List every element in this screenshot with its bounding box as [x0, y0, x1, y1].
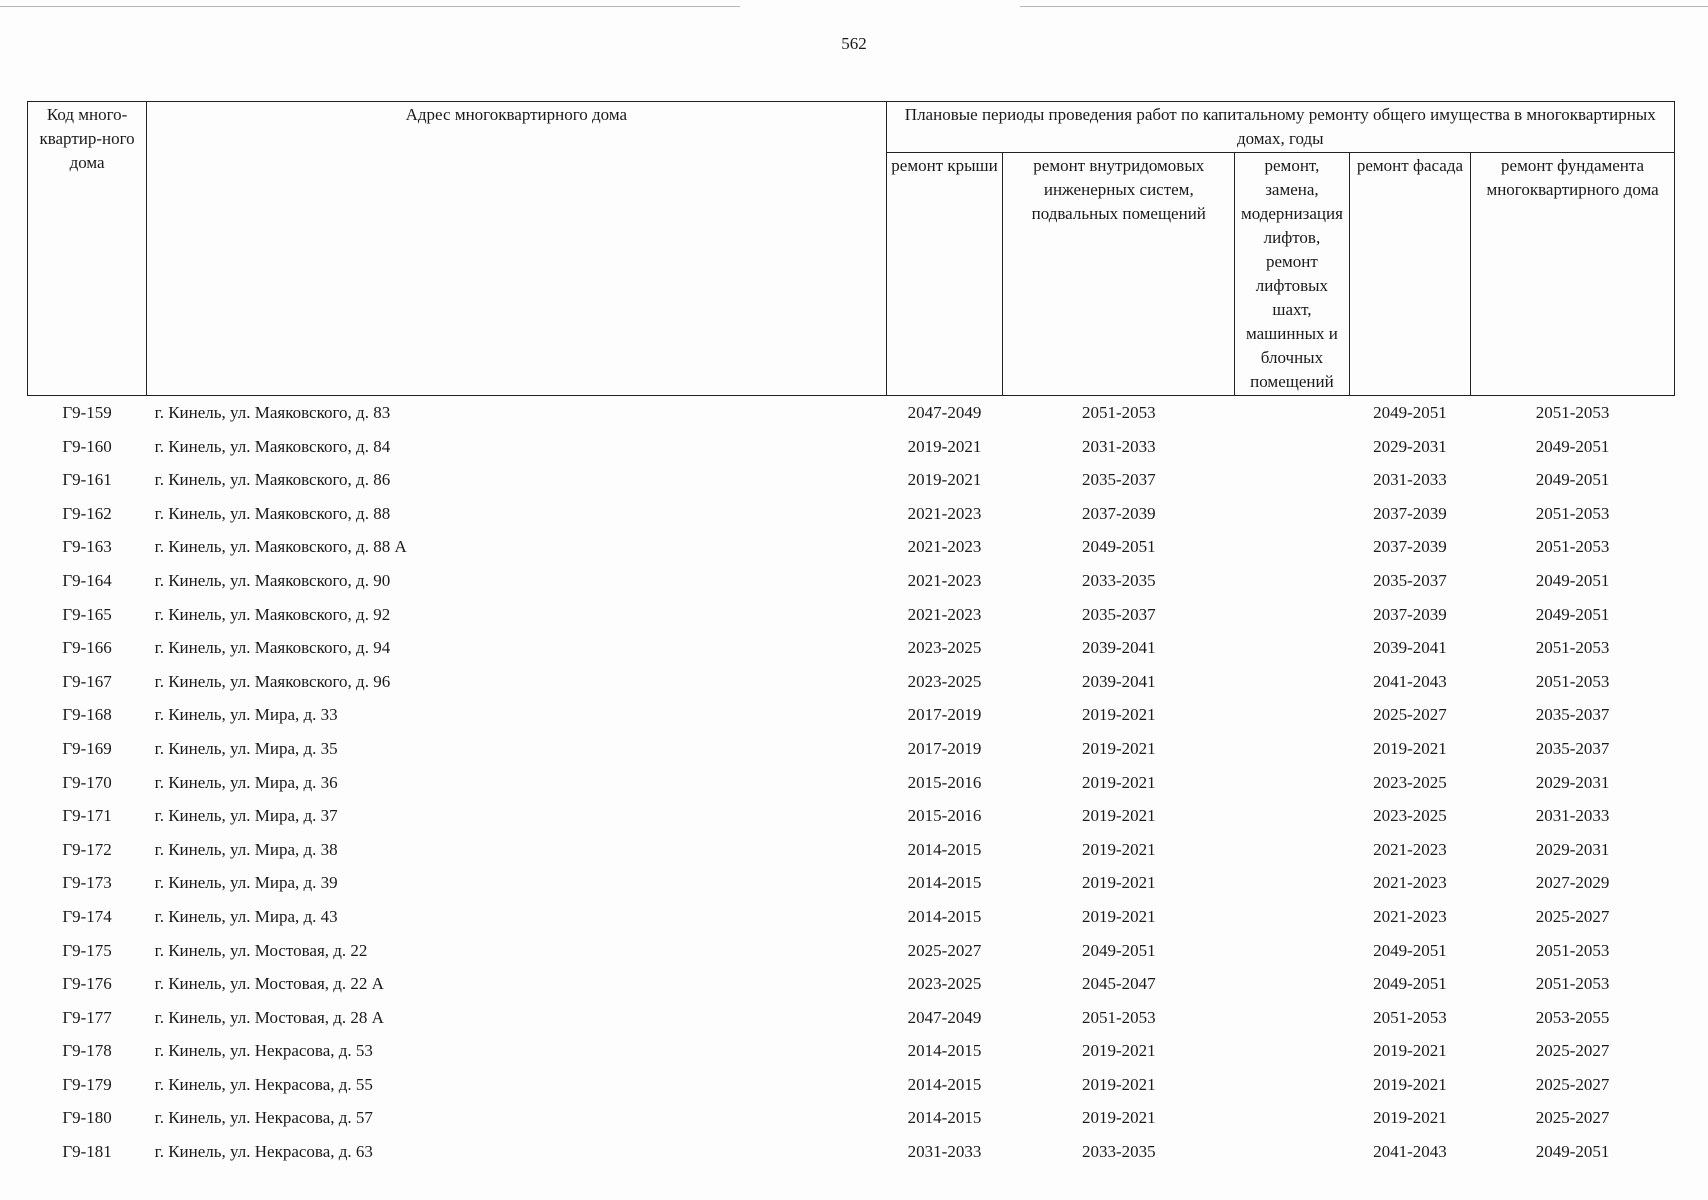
cell-blank	[548, 967, 712, 1001]
cell-code: Г9-171	[62, 806, 112, 826]
cell-address: г. Кинель, ул. Некрасова, д. 53	[154, 1041, 373, 1061]
cell-foundation: 2049-2051	[1535, 570, 1610, 590]
cell-engineering: 2019-2021	[1081, 1041, 1156, 1061]
cell-code: Г9-175	[62, 940, 112, 960]
cell-foundation: 2049-2051	[1535, 436, 1610, 456]
cell-address: г. Кинель, ул. Мира, д. 35	[154, 738, 338, 758]
cell-engineering: 2035-2037	[1081, 604, 1156, 624]
header-facade: ремонт фасада	[1349, 153, 1470, 396]
header-roof: ремонт крыши	[886, 153, 1003, 396]
cell-engineering: 2045-2047	[1081, 974, 1156, 994]
cell-roof: 2014-2015	[907, 839, 982, 859]
header-engineering: ремонт внутридомовых инженерных систем, подвальных помещений	[1003, 153, 1235, 396]
cell-facade: 2023-2025	[1373, 806, 1447, 826]
cell-foundation: 2027-2029	[1535, 873, 1610, 893]
cell-code: Г9-160	[62, 436, 112, 456]
cell-engineering: 2037-2039	[1081, 503, 1156, 523]
cell-facade: 2035-2037	[1373, 570, 1447, 590]
table-header	[28, 102, 1675, 396]
header-address: Адрес многоквартирного дома	[147, 102, 886, 396]
cell-facade: 2037-2039	[1373, 503, 1447, 523]
cell-address: г. Кинель, ул. Некрасова, д. 55	[154, 1074, 373, 1094]
cell-elevators	[1235, 463, 1350, 497]
cell-engineering: 2019-2021	[1081, 772, 1156, 792]
table-row	[28, 698, 1675, 732]
cell-facade: 2025-2027	[1373, 705, 1447, 725]
cell-code: Г9-162	[62, 503, 112, 523]
header-foundation: ремонт фундамента многоквартирного дома	[1471, 153, 1675, 396]
table-row	[28, 900, 1675, 934]
cell-blank	[711, 698, 886, 732]
cell-elevators	[1235, 530, 1350, 564]
cell-facade: 2049-2051	[1373, 403, 1447, 422]
page-number: 562	[841, 34, 867, 53]
cell-address: г. Кинель, ул. Некрасова, д. 57	[154, 1108, 373, 1128]
cell-foundation: 2035-2037	[1535, 738, 1610, 758]
cell-roof: 2019-2021	[907, 436, 982, 456]
cell-code: Г9-159	[62, 403, 112, 422]
table-row	[28, 934, 1675, 968]
cell-blank	[548, 1135, 712, 1169]
scan-artifact-line	[1020, 6, 1708, 7]
cell-foundation: 2025-2027	[1535, 906, 1610, 926]
table-row	[28, 1135, 1675, 1169]
cell-blank	[711, 934, 886, 968]
cell-address: г. Кинель, ул. Мостовая, д. 22 А	[154, 974, 384, 994]
cell-facade: 2019-2021	[1373, 1074, 1447, 1094]
cell-roof: 2014-2015	[907, 1108, 982, 1128]
cell-engineering: 2035-2037	[1081, 470, 1156, 490]
cell-elevators	[1235, 833, 1350, 867]
cell-blank	[548, 631, 712, 665]
cell-elevators	[1235, 564, 1350, 598]
table-row	[28, 598, 1675, 632]
cell-foundation: 2025-2027	[1535, 1074, 1610, 1094]
cell-foundation: 2051-2053	[1535, 671, 1610, 691]
cell-blank	[548, 934, 712, 968]
cell-foundation: 2025-2027	[1535, 1108, 1610, 1128]
cell-engineering: 2051-2053	[1081, 403, 1156, 422]
header-periods-group: Плановые периоды проведения работ по капитальному ремонту общего имущества в многоквартирных домах, годы	[886, 102, 1674, 153]
table-row	[28, 530, 1675, 564]
cell-elevators	[1235, 598, 1350, 632]
cell-engineering: 2039-2041	[1081, 671, 1156, 691]
cell-engineering: 2019-2021	[1081, 1074, 1156, 1094]
table-row	[28, 631, 1675, 665]
cell-roof: 2025-2027	[907, 940, 982, 960]
cell-blank	[548, 900, 712, 934]
cell-engineering: 2019-2021	[1081, 873, 1156, 893]
cell-blank	[548, 463, 712, 497]
cell-blank	[711, 497, 886, 531]
cell-blank	[711, 732, 886, 766]
cell-roof: 2014-2015	[907, 873, 982, 893]
cell-elevators	[1235, 866, 1350, 900]
table-row	[28, 430, 1675, 464]
cell-facade: 2037-2039	[1373, 604, 1447, 624]
cell-address: г. Кинель, ул. Мира, д. 38	[154, 839, 338, 859]
scan-artifact-line	[0, 6, 740, 7]
cell-code: Г9-172	[62, 839, 112, 859]
cell-blank	[711, 463, 886, 497]
table-row	[28, 564, 1675, 598]
cell-blank	[548, 833, 712, 867]
table-row	[28, 1068, 1675, 1102]
cell-code: Г9-170	[62, 772, 112, 792]
cell-facade: 2037-2039	[1373, 537, 1447, 557]
cell-roof: 2021-2023	[907, 503, 982, 523]
table-body	[28, 396, 1675, 1169]
table-row	[28, 463, 1675, 497]
cell-address: г. Кинель, ул. Маяковского, д. 84	[154, 436, 391, 456]
cell-address: г. Кинель, ул. Мостовая, д. 22	[154, 940, 368, 960]
cell-blank	[548, 497, 712, 531]
cell-blank	[711, 799, 886, 833]
table-row	[28, 665, 1675, 699]
cell-blank	[548, 1001, 712, 1035]
cell-code: Г9-164	[62, 570, 112, 590]
cell-blank	[548, 799, 712, 833]
cell-blank	[711, 1101, 886, 1135]
cell-roof: 2023-2025	[907, 974, 982, 994]
cell-engineering: 2019-2021	[1081, 738, 1156, 758]
cell-address: г. Кинель, ул. Мостовая, д. 28 А	[154, 1007, 384, 1027]
cell-foundation: 2051-2053	[1535, 638, 1610, 658]
cell-address: г. Кинель, ул. Мира, д. 37	[154, 806, 338, 826]
cell-blank	[711, 430, 886, 464]
cell-blank	[711, 396, 886, 430]
cell-code: Г9-177	[62, 1007, 112, 1027]
cell-blank	[711, 631, 886, 665]
cell-elevators	[1235, 665, 1350, 699]
table-row	[28, 833, 1675, 867]
cell-facade: 2039-2041	[1373, 638, 1447, 658]
cell-elevators	[1235, 766, 1350, 800]
cell-facade: 2041-2043	[1373, 671, 1447, 691]
cell-foundation: 2031-2033	[1535, 806, 1610, 826]
cell-roof: 2019-2021	[907, 470, 982, 490]
table-row	[28, 967, 1675, 1001]
cell-facade: 2019-2021	[1373, 738, 1447, 758]
cell-roof: 2014-2015	[907, 1041, 982, 1061]
cell-engineering: 2019-2021	[1081, 839, 1156, 859]
cell-roof: 2014-2015	[907, 906, 982, 926]
cell-engineering: 2033-2035	[1081, 1142, 1156, 1162]
cell-facade: 2021-2023	[1373, 839, 1447, 859]
cell-facade: 2049-2051	[1373, 974, 1447, 994]
cell-blank	[711, 665, 886, 699]
cell-blank	[711, 967, 886, 1001]
cell-foundation: 2025-2027	[1535, 1041, 1610, 1061]
cell-facade: 2041-2043	[1373, 1142, 1447, 1162]
cell-elevators	[1235, 430, 1350, 464]
cell-engineering: 2049-2051	[1081, 537, 1156, 557]
cell-blank	[711, 866, 886, 900]
cell-foundation: 2049-2051	[1535, 604, 1610, 624]
cell-address: г. Кинель, ул. Маяковского, д. 88 А	[154, 537, 407, 557]
cell-foundation: 2051-2053	[1535, 940, 1610, 960]
table-row	[28, 1034, 1675, 1068]
cell-elevators	[1235, 967, 1350, 1001]
cell-foundation: 2051-2053	[1535, 503, 1610, 523]
table-row	[28, 732, 1675, 766]
cell-facade: 2021-2023	[1373, 873, 1447, 893]
cell-blank	[548, 598, 712, 632]
cell-elevators	[1235, 497, 1350, 531]
cell-elevators	[1235, 900, 1350, 934]
cell-foundation: 2029-2031	[1535, 839, 1610, 859]
cell-roof: 2017-2019	[907, 738, 982, 758]
cell-address: г. Кинель, ул. Мира, д. 39	[154, 873, 338, 893]
cell-code: Г9-166	[62, 638, 112, 658]
cell-roof: 2047-2049	[907, 403, 982, 422]
cell-blank	[548, 1068, 712, 1102]
cell-elevators	[1235, 1101, 1350, 1135]
cell-address: г. Кинель, ул. Маяковского, д. 94	[154, 638, 391, 658]
cell-elevators	[1235, 631, 1350, 665]
cell-facade: 2031-2033	[1373, 470, 1447, 490]
cell-blank	[711, 833, 886, 867]
cell-facade: 2051-2053	[1373, 1007, 1447, 1027]
cell-code: Г9-169	[62, 738, 112, 758]
cell-foundation: 2029-2031	[1535, 772, 1610, 792]
cell-address: г. Кинель, ул. Мира, д. 33	[154, 705, 338, 725]
cell-blank	[711, 564, 886, 598]
header-elevators: ремонт, замена, модернизация лифтов, ремонт лифтовых шахт, машинных и блочных помещений	[1235, 153, 1350, 396]
cell-blank	[548, 766, 712, 800]
cell-facade: 2023-2025	[1373, 772, 1447, 792]
cell-roof: 2017-2019	[907, 705, 982, 725]
cell-code: Г9-180	[62, 1108, 112, 1128]
cell-blank	[711, 1068, 886, 1102]
cell-facade: 2049-2051	[1373, 940, 1447, 960]
cell-elevators	[1235, 732, 1350, 766]
cell-elevators	[1235, 1034, 1350, 1068]
cell-foundation: 2049-2051	[1535, 1142, 1610, 1162]
cell-roof: 2015-2016	[907, 772, 982, 792]
cell-code: Г9-168	[62, 705, 112, 725]
cell-blank	[711, 1135, 886, 1169]
cell-address: г. Кинель, ул. Маяковского, д. 83	[154, 403, 391, 422]
table-row	[28, 1001, 1675, 1035]
table-row	[28, 396, 1675, 430]
cell-blank	[711, 1034, 886, 1068]
cell-elevators	[1235, 934, 1350, 968]
cell-blank	[548, 698, 712, 732]
cell-foundation: 2051-2053	[1535, 537, 1610, 557]
cell-code: Г9-173	[62, 873, 112, 893]
cell-blank	[548, 530, 712, 564]
cell-roof: 2021-2023	[907, 570, 982, 590]
repair-schedule-table	[27, 101, 1675, 1169]
cell-roof: 2021-2023	[907, 537, 982, 557]
cell-code: Г9-167	[62, 671, 112, 691]
cell-foundation: 2051-2053	[1535, 403, 1610, 422]
cell-code: Г9-163	[62, 537, 112, 557]
cell-elevators	[1235, 1001, 1350, 1035]
cell-facade: 2029-2031	[1373, 436, 1447, 456]
cell-elevators	[1235, 698, 1350, 732]
cell-engineering: 2019-2021	[1081, 806, 1156, 826]
cell-code: Г9-176	[62, 974, 112, 994]
cell-code: Г9-161	[62, 470, 112, 490]
cell-blank	[711, 598, 886, 632]
cell-blank	[548, 1034, 712, 1068]
cell-roof: 2021-2023	[907, 604, 982, 624]
cell-elevators	[1235, 1135, 1350, 1169]
cell-blank	[548, 665, 712, 699]
cell-address: г. Кинель, ул. Маяковского, д. 86	[154, 470, 391, 490]
cell-blank	[548, 1101, 712, 1135]
cell-engineering: 2019-2021	[1081, 906, 1156, 926]
cell-blank	[548, 396, 712, 430]
cell-address: г. Кинель, ул. Некрасова, д. 63	[154, 1142, 373, 1162]
cell-foundation: 2049-2051	[1535, 470, 1610, 490]
cell-code: Г9-179	[62, 1074, 112, 1094]
cell-engineering: 2019-2021	[1081, 1108, 1156, 1128]
cell-foundation: 2053-2055	[1535, 1007, 1610, 1027]
cell-blank	[548, 564, 712, 598]
cell-engineering: 2033-2035	[1081, 570, 1156, 590]
table-row	[28, 766, 1675, 800]
cell-facade: 2019-2021	[1373, 1108, 1447, 1128]
header-code: Код много-квартир-ного дома	[28, 102, 147, 396]
cell-address: г. Кинель, ул. Мира, д. 43	[154, 906, 338, 926]
cell-roof: 2023-2025	[907, 638, 982, 658]
cell-elevators	[1235, 1068, 1350, 1102]
cell-blank	[548, 430, 712, 464]
cell-address: г. Кинель, ул. Мира, д. 36	[154, 772, 338, 792]
cell-blank	[548, 866, 712, 900]
cell-blank	[711, 530, 886, 564]
cell-roof: 2023-2025	[907, 671, 982, 691]
cell-roof: 2015-2016	[907, 806, 982, 826]
cell-blank	[711, 1001, 886, 1035]
cell-blank	[711, 900, 886, 934]
cell-code: Г9-178	[62, 1041, 112, 1061]
table-row	[28, 497, 1675, 531]
cell-code: Г9-174	[62, 906, 112, 926]
cell-engineering: 2039-2041	[1081, 638, 1156, 658]
cell-engineering: 2051-2053	[1081, 1007, 1156, 1027]
cell-roof: 2014-2015	[907, 1074, 982, 1094]
cell-blank	[548, 732, 712, 766]
cell-address: г. Кинель, ул. Маяковского, д. 96	[154, 671, 391, 691]
cell-roof: 2047-2049	[907, 1007, 982, 1027]
cell-facade: 2021-2023	[1373, 906, 1447, 926]
cell-engineering: 2019-2021	[1081, 705, 1156, 725]
table-row	[28, 1101, 1675, 1135]
cell-elevators	[1235, 799, 1350, 833]
cell-engineering: 2031-2033	[1081, 436, 1156, 456]
cell-address: г. Кинель, ул. Маяковского, д. 92	[154, 604, 391, 624]
table-row	[28, 866, 1675, 900]
cell-blank	[711, 766, 886, 800]
cell-engineering: 2049-2051	[1081, 940, 1156, 960]
cell-elevators	[1235, 396, 1350, 430]
cell-roof: 2031-2033	[907, 1142, 982, 1162]
cell-facade: 2019-2021	[1373, 1041, 1447, 1061]
cell-code: Г9-165	[62, 604, 112, 624]
cell-address: г. Кинель, ул. Маяковского, д. 90	[154, 570, 391, 590]
cell-foundation: 2051-2053	[1535, 974, 1610, 994]
cell-address: г. Кинель, ул. Маяковского, д. 88	[154, 503, 391, 523]
table-row	[28, 799, 1675, 833]
cell-foundation: 2035-2037	[1535, 705, 1610, 725]
cell-code: Г9-181	[62, 1142, 112, 1162]
